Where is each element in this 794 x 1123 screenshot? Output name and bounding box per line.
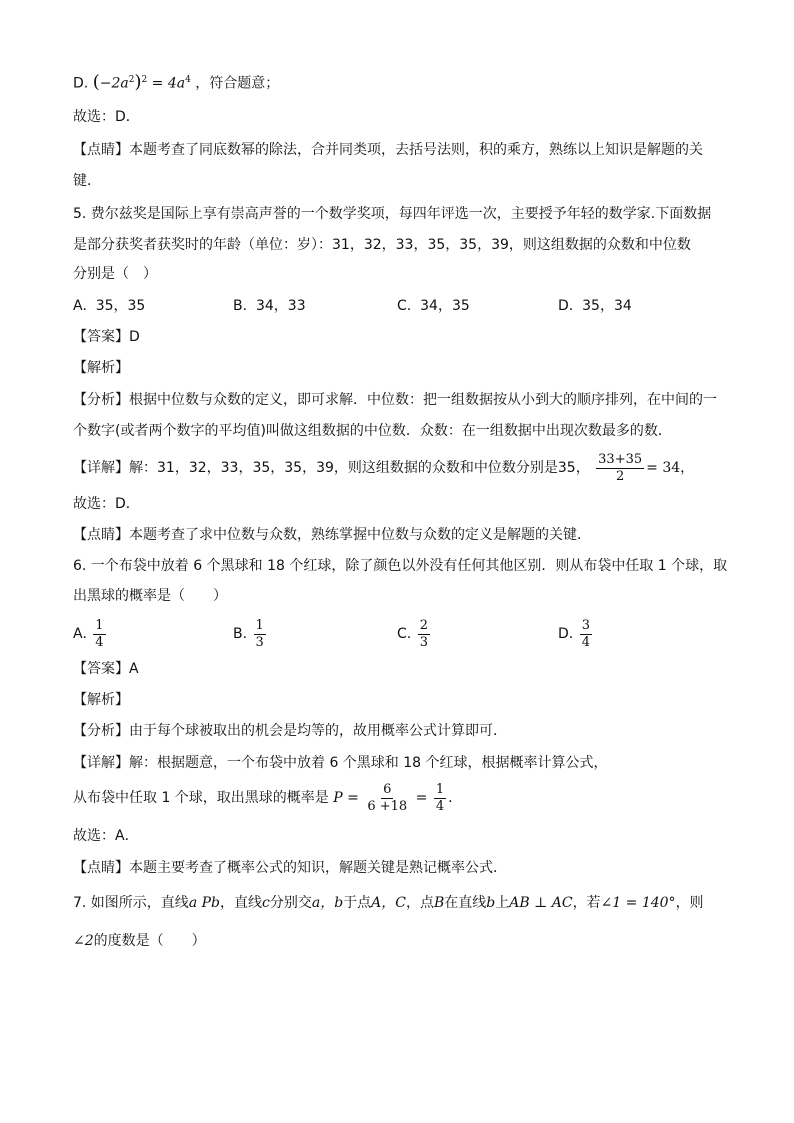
question-6-text: 出黑球的概率是（ ） (73, 588, 227, 604)
q5-option-a: A. 35，35 (73, 298, 146, 314)
question-7-text: ∠2的度数是（ ） (73, 933, 206, 949)
q5-analysis: 个数字(或者两个数字的平均值)叫做这组数据的中位数．众数：在一组数据中出现次数最多的数． (73, 423, 672, 439)
comment-line: 【点睛】本题考查了同底数幂的除法，合并同类项，去括号法则，积的乘方，熟练以上知识是解题的关 (73, 142, 703, 158)
q6-option-c: C. $\frac{2}{3}$ (397, 617, 428, 650)
q5-comment: 【点睛】本题考查了求中位数与众数，熟练掌握中位数与众数的定义是解题的关键． (73, 527, 591, 543)
q6-comment: 【点睛】本题主要考查了概率公式的知识，解题关键是熟记概率公式． (73, 860, 507, 876)
option-label: D. (73, 75, 89, 92)
q5-option-b: B. 34，33 (233, 298, 306, 314)
question-5-text: 是部分获奖者获奖时的年龄（单位：岁）：31，32，33，35，35，39，则这组数据的众数和中位数 (73, 237, 691, 253)
q6-analysis-header: 【解析】 (73, 692, 129, 708)
fraction: $\frac{33+35}{2}$ (598, 451, 643, 484)
q5-option-d: D. 35，34 (558, 298, 632, 314)
answer-choice: 故选：D． (73, 109, 140, 125)
q5-analysis: 【分析】根据中位数与众数的定义，即可求解．中位数：把一组数据按从小到大的顺序排列，在中间的一 (73, 392, 717, 408)
q5-answer: 【答案】D (73, 329, 140, 345)
q5-option-c: C. 34，35 (397, 298, 470, 314)
comment-line-end: 键． (73, 173, 101, 189)
q6-option-d: D. $\frac{3}{4}$ (558, 617, 590, 650)
option-d-line: D. $(-2a^2)^2 = 4a^4$ ，符合题意； (73, 71, 280, 93)
math-expr: −2a (99, 75, 129, 92)
q6-choice: 故选：A． (73, 828, 139, 844)
question-5-text: 5. 费尔兹奖是国际上享有崇高声誉的一个数学奖项，每四年评选一次，主要授予年轻的数学家.下面数据 (73, 206, 712, 222)
q6-option-b: B. $\frac{1}{3}$ (233, 617, 264, 650)
q6-solution: 【详解】解：根据题意，一个布袋中放着 6 个黑球和 18 个红球，根据概率计算公式， (73, 755, 608, 771)
math-rhs: = 4a (151, 75, 186, 92)
q5-choice: 故选：D． (73, 496, 140, 512)
question-6-text: 6. 一个布袋中放着 6 个黑球和 18 个红球，除了颜色以外没有任何其他区别．则从布袋中任取 1 个球，取 (73, 558, 728, 574)
q5-solution: 【详解】解：31，32，33，35，35，39，则这组数据的众数和中位数分别是35， $\frac{33+35}{2}$ = 34， (73, 451, 695, 484)
q5-analysis-header: 【解析】 (73, 360, 129, 376)
q6-analysis: 【分析】由于每个球被取出的机会是均等的，故用概率公式计算即可． (73, 723, 507, 739)
question-5-text: 分别是（ ） (73, 266, 157, 282)
text: ，符合题意； (195, 75, 280, 92)
q6-option-a: A. $\frac{1}{4}$ (73, 617, 104, 650)
q6-answer: 【答案】A (73, 661, 139, 677)
question-7-text: 7. 如图所示，直线a Pb，直线c分别交a，b于点A，C，点B在直线b上AB ⊥ AC，若∠1 = 140°，则 (73, 895, 704, 911)
q6-solution-formula: 从布袋中任取 1 个球，取出黑球的概率是 P = $\frac{6}{6 +18}$ = $\frac{1}{4}$ ． (73, 781, 463, 814)
